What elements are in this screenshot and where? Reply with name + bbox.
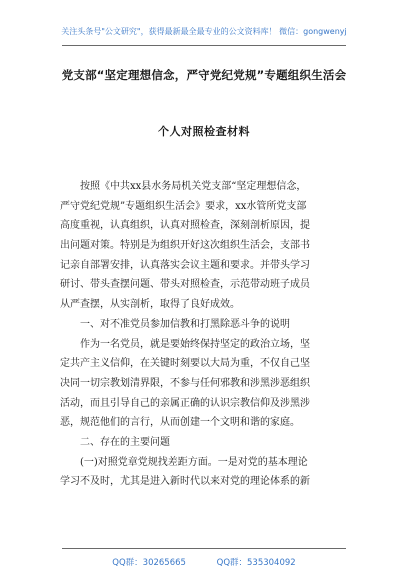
header-divider (62, 45, 346, 46)
body-text-line: 一、对不准党员参加信教和打黑除恶斗争的说明 (80, 318, 290, 330)
body-text-line: 定共产主义信仰，在关键时刻要以大局为重，不仅自己坚 (60, 358, 310, 370)
footer-qq-group-1: QQ群：30265665 (112, 558, 186, 568)
body-text-line: 恶，规范他们的言行，从而创建一个文明和谐的家庭。 (60, 417, 300, 429)
body-text-line: 高度重视，认真组织，认真对照检查，深刻剖析原因，提 (60, 220, 310, 232)
body-text-line: 从严查摆，从实剖析，取得了良好成效。 (60, 299, 240, 311)
body-text-line: 二、存在的主要问题 (80, 436, 170, 448)
body-text-line: 学习不及时，尤其是进入新时代以来对党的理论体系的新 (60, 476, 310, 488)
body-text-line: 活动，而且引导自己的亲属正确的认识宗教信仰及涉黑涉 (60, 397, 310, 409)
footer-divider (62, 548, 346, 549)
body-text-line: 严守党纪党规”专题组织生活会》要求，xx水管所党支部 (60, 200, 307, 212)
page-footer (0, 556, 408, 568)
header-promo-text: 关注头条号"公文研究"，获得最新最全最专业的公文资料库！ 微信：gongwenyj (61, 27, 347, 36)
body-text-line: 记亲自部署安排，认真落实会议主题和要求。并带头学习 (60, 259, 310, 271)
body-text-line: 作为一名党员，就是要始终保持坚定的政治立场，坚 (80, 338, 310, 350)
body-text-line: 研讨、带头查摆问题、带头对照检查，示范带动班子成员 (60, 279, 310, 291)
footer-qq-group-2: QQ群：535304092 (216, 558, 296, 568)
document-title: 党支部“坚定理想信念，严守党纪党规”专题组织生活会 (61, 68, 347, 82)
page-header (0, 0, 408, 52)
body-text-line: 决同一切宗教划清界限，不参与任何邪教和涉黑涉恶组织 (60, 377, 310, 389)
body-text-line: (一)对照党章党规找差距方面。一是对党的基本理论 (80, 456, 308, 468)
body-text-line: 出问题对策。特别是为组织开好这次组织生活会，支部书 (60, 240, 310, 252)
document-body (60, 177, 352, 492)
body-text-line: 按照《中共xx县水务局机关党支部“坚定理想信念， (80, 181, 307, 192)
document-subtitle: 个人对照检查材料 (158, 125, 250, 138)
